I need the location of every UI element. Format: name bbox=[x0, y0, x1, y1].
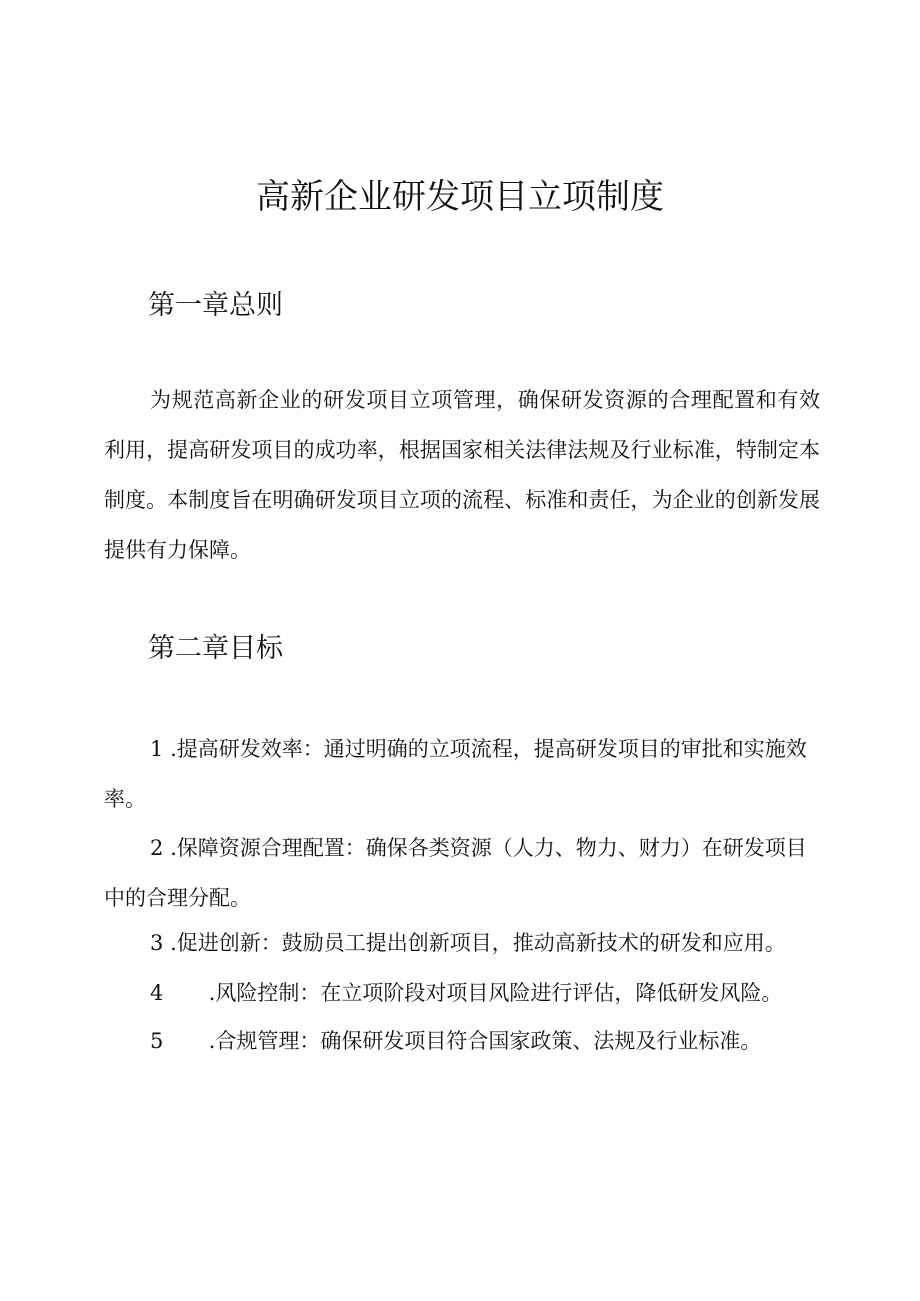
goal-list-item-1 bbox=[104, 724, 820, 824]
document-title: 高新企业研发项目立项制度 bbox=[256, 177, 664, 217]
goal-number: 2 bbox=[150, 836, 164, 860]
goal-text: .保障资源合理配置：确保各类资源（人力、物力、财力）在研发项目中的合理分配。 bbox=[104, 836, 807, 910]
goal-number: 1 bbox=[150, 737, 164, 761]
goal-text: .风险控制：在立项阶段对项目风险进行评估，降低研发风险。 bbox=[208, 981, 783, 1005]
goal-list-item-3 bbox=[104, 918, 820, 968]
goal-number: 3 bbox=[150, 931, 164, 955]
chapter-1-paragraph: 为规范高新企业的研发项目立项管理，确保研发资源的合理配置和有效利用，提高研发项目的成功率，根据国家相关法律法规及行业标准，特制定本制度。本制度旨在明确研发项目立项的流程、标准和责任，为企业的创新发展提供有力保障。 bbox=[104, 388, 820, 562]
goal-list-item-4 bbox=[104, 968, 820, 1018]
goal-text: .合规管理：确保研发项目符合国家政策、法规及行业标准。 bbox=[208, 1029, 762, 1053]
goal-list-item-2 bbox=[104, 823, 820, 923]
goal-text: .提高研发效率：通过明确的立项流程，提高研发项目的审批和实施效率。 bbox=[104, 737, 807, 811]
goal-text: .促进创新：鼓励员工提出创新项目，推动高新技术的研发和应用。 bbox=[170, 931, 786, 955]
goal-number: 5 bbox=[150, 1029, 164, 1053]
chapter-2-heading: 第二章目标 bbox=[148, 633, 283, 664]
goal-number: 4 bbox=[150, 981, 164, 1005]
goal-list-item-5 bbox=[104, 1016, 820, 1066]
chapter-1-heading: 第一章总则 bbox=[148, 290, 283, 321]
